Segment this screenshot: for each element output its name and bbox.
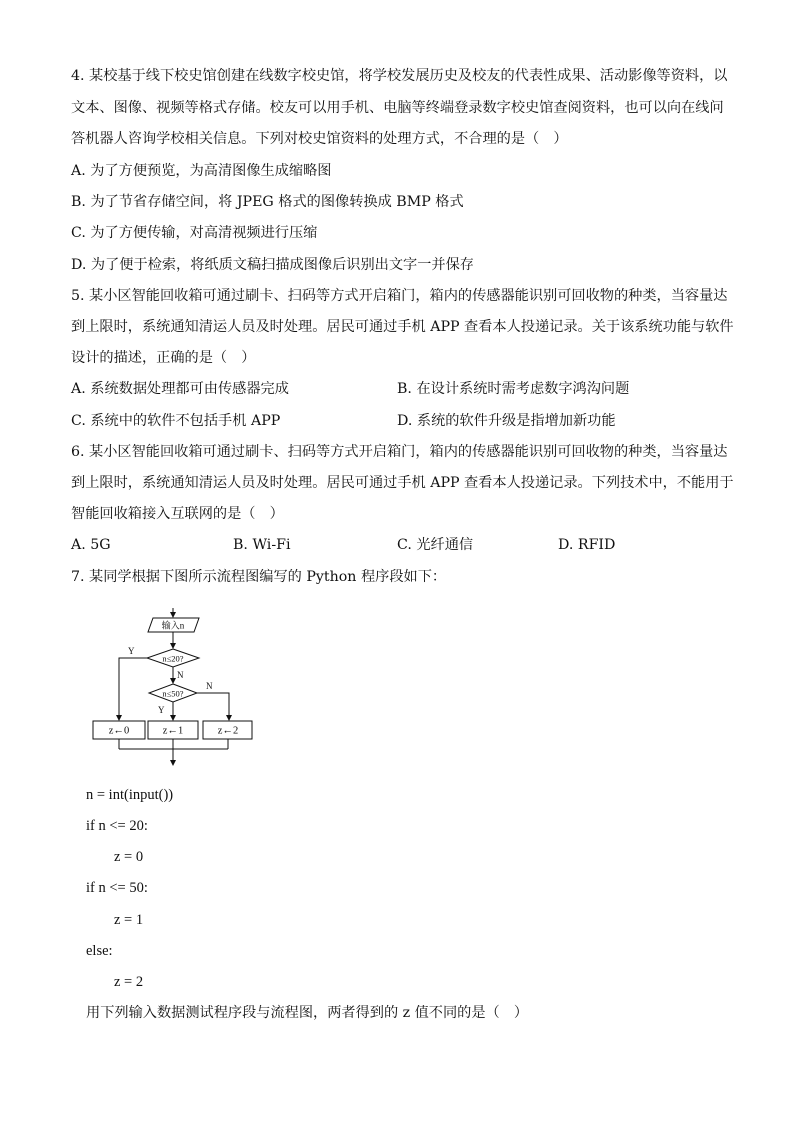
q4-option-a: A. 为了方便预览，为高清图像生成缩略图: [71, 163, 332, 179]
flowchart-cond1-label: n≤20?: [162, 653, 184, 664]
q7-question: 用下列输入数据测试程序段与流程图，两者得到的 z 值不同的是（ ）: [86, 1005, 529, 1021]
q4-stem-line-2: 文本、图像、视频等格式存储。校友可以用手机、电脑等终端登录数字校史馆查阅资料，也可以向在线问: [71, 100, 724, 116]
flowchart-cond2-no: N: [206, 681, 213, 691]
code-line-6: else:: [86, 943, 113, 959]
q6-stem-line-1: 6. 某小区智能回收箱可通过刷卡、扫码等方式开启箱门，箱内的传感器能识别可回收物的种类，当容量达: [71, 444, 728, 460]
code-line-4: if n <= 50:: [86, 880, 148, 896]
code-line-1: n = int(input()): [86, 787, 174, 803]
flowchart-box-z1-label: z←1: [162, 725, 184, 737]
flowchart-cond1-yes: Y: [128, 646, 135, 656]
q6-option-d: D. RFID: [558, 537, 616, 553]
q5-option-a: A. 系统数据处理都可由传感器完成: [71, 381, 289, 397]
code-line-7: z = 2: [114, 974, 144, 990]
flowchart-box-z2-label: z←2: [217, 725, 239, 737]
q4-option-d: D. 为了便于检索，将纸质文稿扫描成图像后识别出文字一并保存: [71, 257, 474, 273]
q6-stem-line-2: 到上限时，系统通知清运人员及时处理。居民可通过手机 APP 查看本人投递记录。下列技术中，不能用于: [71, 475, 734, 491]
flowchart-cond2-label: n≤50?: [162, 688, 184, 699]
q5-stem-line-2: 到上限时，系统通知清运人员及时处理。居民可通过手机 APP 查看本人投递记录。关于该系统功能与软件: [71, 319, 734, 335]
q5-option-d: D. 系统的软件升级是指增加新功能: [397, 413, 616, 429]
q4-option-c: C. 为了方便传输，对高清视频进行压缩: [71, 225, 318, 241]
q5-stem-line-3: 设计的描述，正确的是（ ）: [71, 350, 256, 366]
code-line-2: if n <= 20:: [86, 818, 148, 834]
q4-stem-line-3: 答机器人咨询学校相关信息。下列对校史馆资料的处理方式，不合理的是（ ）: [71, 131, 568, 147]
q5-option-b: B. 在设计系统时需考虑数字鸿沟问题: [397, 381, 630, 397]
flowchart-input-label: 输入n: [161, 620, 185, 631]
code-line-5: z = 1: [114, 912, 144, 928]
q4-option-b: B. 为了节省存储空间，将 JPEG 格式的图像转换成 BMP 格式: [71, 194, 464, 210]
q6-stem-line-3: 智能回收箱接入互联网的是（ ）: [71, 506, 284, 522]
q6-option-b: B. Wi-Fi: [233, 537, 291, 553]
q5-stem-line-1: 5. 某小区智能回收箱可通过刷卡、扫码等方式开启箱门，箱内的传感器能识别可回收物的种类，当容量达: [71, 288, 728, 304]
q7-intro: 7. 某同学根据下图所示流程图编写的 Python 程序段如下：: [71, 569, 447, 585]
flowchart-box-z0-label: z←0: [108, 725, 130, 737]
q6-option-c: C. 光纤通信: [397, 537, 474, 553]
q5-option-c: C. 系统中的软件不包括手机 APP: [71, 413, 281, 429]
q4-stem-line-1: 4. 某校基于线下校史馆创建在线数字校史馆，将学校发展历史及校友的代表性成果、活动影像等资料，以: [71, 68, 728, 84]
q6-option-a: A. 5G: [71, 537, 111, 553]
code-line-3: z = 0: [114, 849, 144, 865]
flowchart-cond1-no: N: [177, 670, 184, 680]
flowchart-cond2-yes: Y: [158, 705, 165, 715]
